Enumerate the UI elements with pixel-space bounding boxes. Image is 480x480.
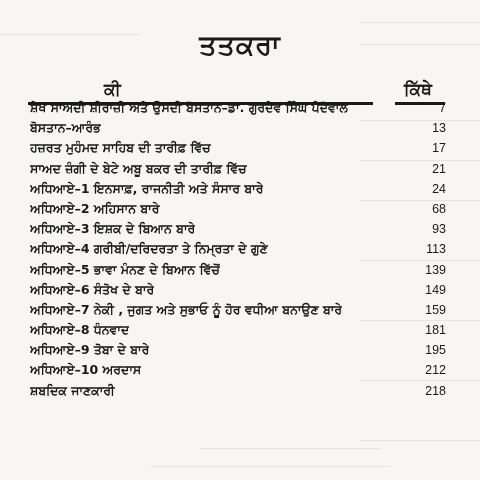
- toc-entry-page-number: 139: [425, 262, 446, 277]
- toc-entry: [30, 362, 450, 382]
- toc-entry: [30, 383, 450, 403]
- toc-entry-title: ਅਧਿਆਏ–9 ਤੋਬਾ ਦੇ ਬਾਰੇ: [30, 342, 150, 358]
- toc-entry-page-number: 212: [425, 363, 446, 378]
- toc-entry-page-number: 7: [439, 101, 446, 115]
- toc-entry: [30, 140, 450, 160]
- toc-entry-title: ਅਧਿਆਏ–10 ਅਰਦਾਸ: [30, 362, 142, 378]
- toc-entry-page-number: 24: [432, 181, 446, 196]
- toc-entry-page-number: 68: [432, 201, 446, 216]
- toc-entry-page-number: 93: [432, 222, 446, 237]
- toc-entry-title: ਅਧਿਆਏ–3 ਇਸ਼ਕ ਦੇ ਬਿਆਨ ਬਾਰੇ: [30, 221, 196, 237]
- toc-entry: [30, 342, 450, 362]
- toc-entry-title: ਬੋਸਤਾਨ–ਆਰੰਭ: [30, 120, 101, 136]
- toc-entry-page-number: 195: [425, 343, 446, 358]
- column-header-contents: ਕੀ: [104, 80, 121, 100]
- toc-entry-page-number: 218: [425, 383, 446, 398]
- toc-entry-page-number: 149: [425, 282, 446, 297]
- toc-entry-page-number: 113: [426, 242, 446, 257]
- toc-entry: [30, 302, 450, 322]
- show-through-line: [150, 466, 390, 467]
- toc-entry: [30, 282, 450, 302]
- toc-entry-title: ਸਾਅਦ ਜ਼ੰਗੀ ਦੇ ਬੇਟੇ ਅਬੂ ਬਕਰ ਦੀ ਤਾਰੀਫ਼ ਵਿੱਚ: [30, 160, 247, 176]
- toc-entry-page-number: 159: [425, 302, 446, 317]
- toc-entry: [30, 241, 450, 261]
- toc-entry-title: ਹਜ਼ਰਤ ਮੁਹੰਮਦ ਸਾਹਿਬ ਦੀ ਤਾਰੀਫ਼ ਵਿੱਚ: [30, 140, 211, 156]
- toc-entry-page-number: 181: [425, 323, 446, 338]
- toc-entry-title: ਅਧਿਆਏ–5 ਭਾਵਾ ਮੰਨਣ ਦੇ ਬਿਆਨ ਵਿੱਚੋਂ: [30, 261, 220, 277]
- toc-entry-title: ਅਧਿਆਏ–2 ਅਹਿਸਾਨ ਬਾਰੇ: [30, 200, 160, 216]
- toc-entry: [30, 181, 450, 201]
- toc-entry-title: ਸ਼ਬਦਿਕ ਜਾਣਕਾਰੀ: [30, 382, 115, 398]
- table-of-contents: [30, 100, 450, 403]
- toc-entry: [30, 262, 450, 282]
- toc-entry: [30, 221, 450, 241]
- toc-entry-title: ਅਧਿਆਏ–4 ਗਰੀਬੀ/ਦਰਿਦਰਤਾ ਤੇ ਨਿਮ੍ਰਤਾ ਦੇ ਗੁਣੇ: [30, 241, 268, 257]
- show-through-line: [200, 448, 380, 449]
- toc-entry: [30, 161, 450, 181]
- toc-entry: [30, 201, 450, 221]
- toc-entry-page-number: 17: [432, 141, 446, 156]
- show-through-line: [360, 440, 480, 441]
- toc-entry-title: ਅਧਿਆਏ–8 ਧੰਨਵਾਦ: [30, 322, 130, 338]
- toc-entry-title: ਅਧਿਆਏ–6 ਸੰਤੋਖ ਦੇ ਬਾਰੇ: [30, 281, 155, 297]
- toc-entry-title: ਅਧਿਆਏ–1 ਇਨਸਾਫ਼, ਰਾਜਨੀਤੀ ਅਤੇ ਸੰਸਾਰ ਬਾਰੇ: [30, 180, 264, 196]
- show-through-line: [360, 22, 480, 23]
- toc-entry-title: ਅਧਿਆਏ–7 ਨੇਕੀ , ਜੁਗਤ ਅਤੇ ਸੁਭਾਓ ਨੂੰ ਹੋਰ ਵਧੀਆ ਬਨਾਉਣ ਬਾਰੇ: [30, 301, 343, 317]
- page-title: ਤਤਕਰਾ: [199, 30, 281, 61]
- toc-entry: [30, 120, 450, 140]
- column-header-page: ਕਿੱਥੇ: [404, 80, 432, 100]
- toc-entry-title: ਸ਼ੇਖ ਸਾਅਦੀ ਸ਼ੀਰਾਜ਼ੀ ਅਤੇ ਉਸਦੀ ਬੋਸਤਾਨ–ਡਾ. ਗੁਰਦੇਵ ਸਿੰਘ ਪੰਦੋਵਾਲ: [30, 100, 348, 115]
- toc-entry-page-number: 21: [432, 161, 446, 176]
- toc-entry-page-number: 13: [432, 121, 446, 136]
- toc-entry: [30, 322, 450, 342]
- toc-entry: [30, 100, 450, 120]
